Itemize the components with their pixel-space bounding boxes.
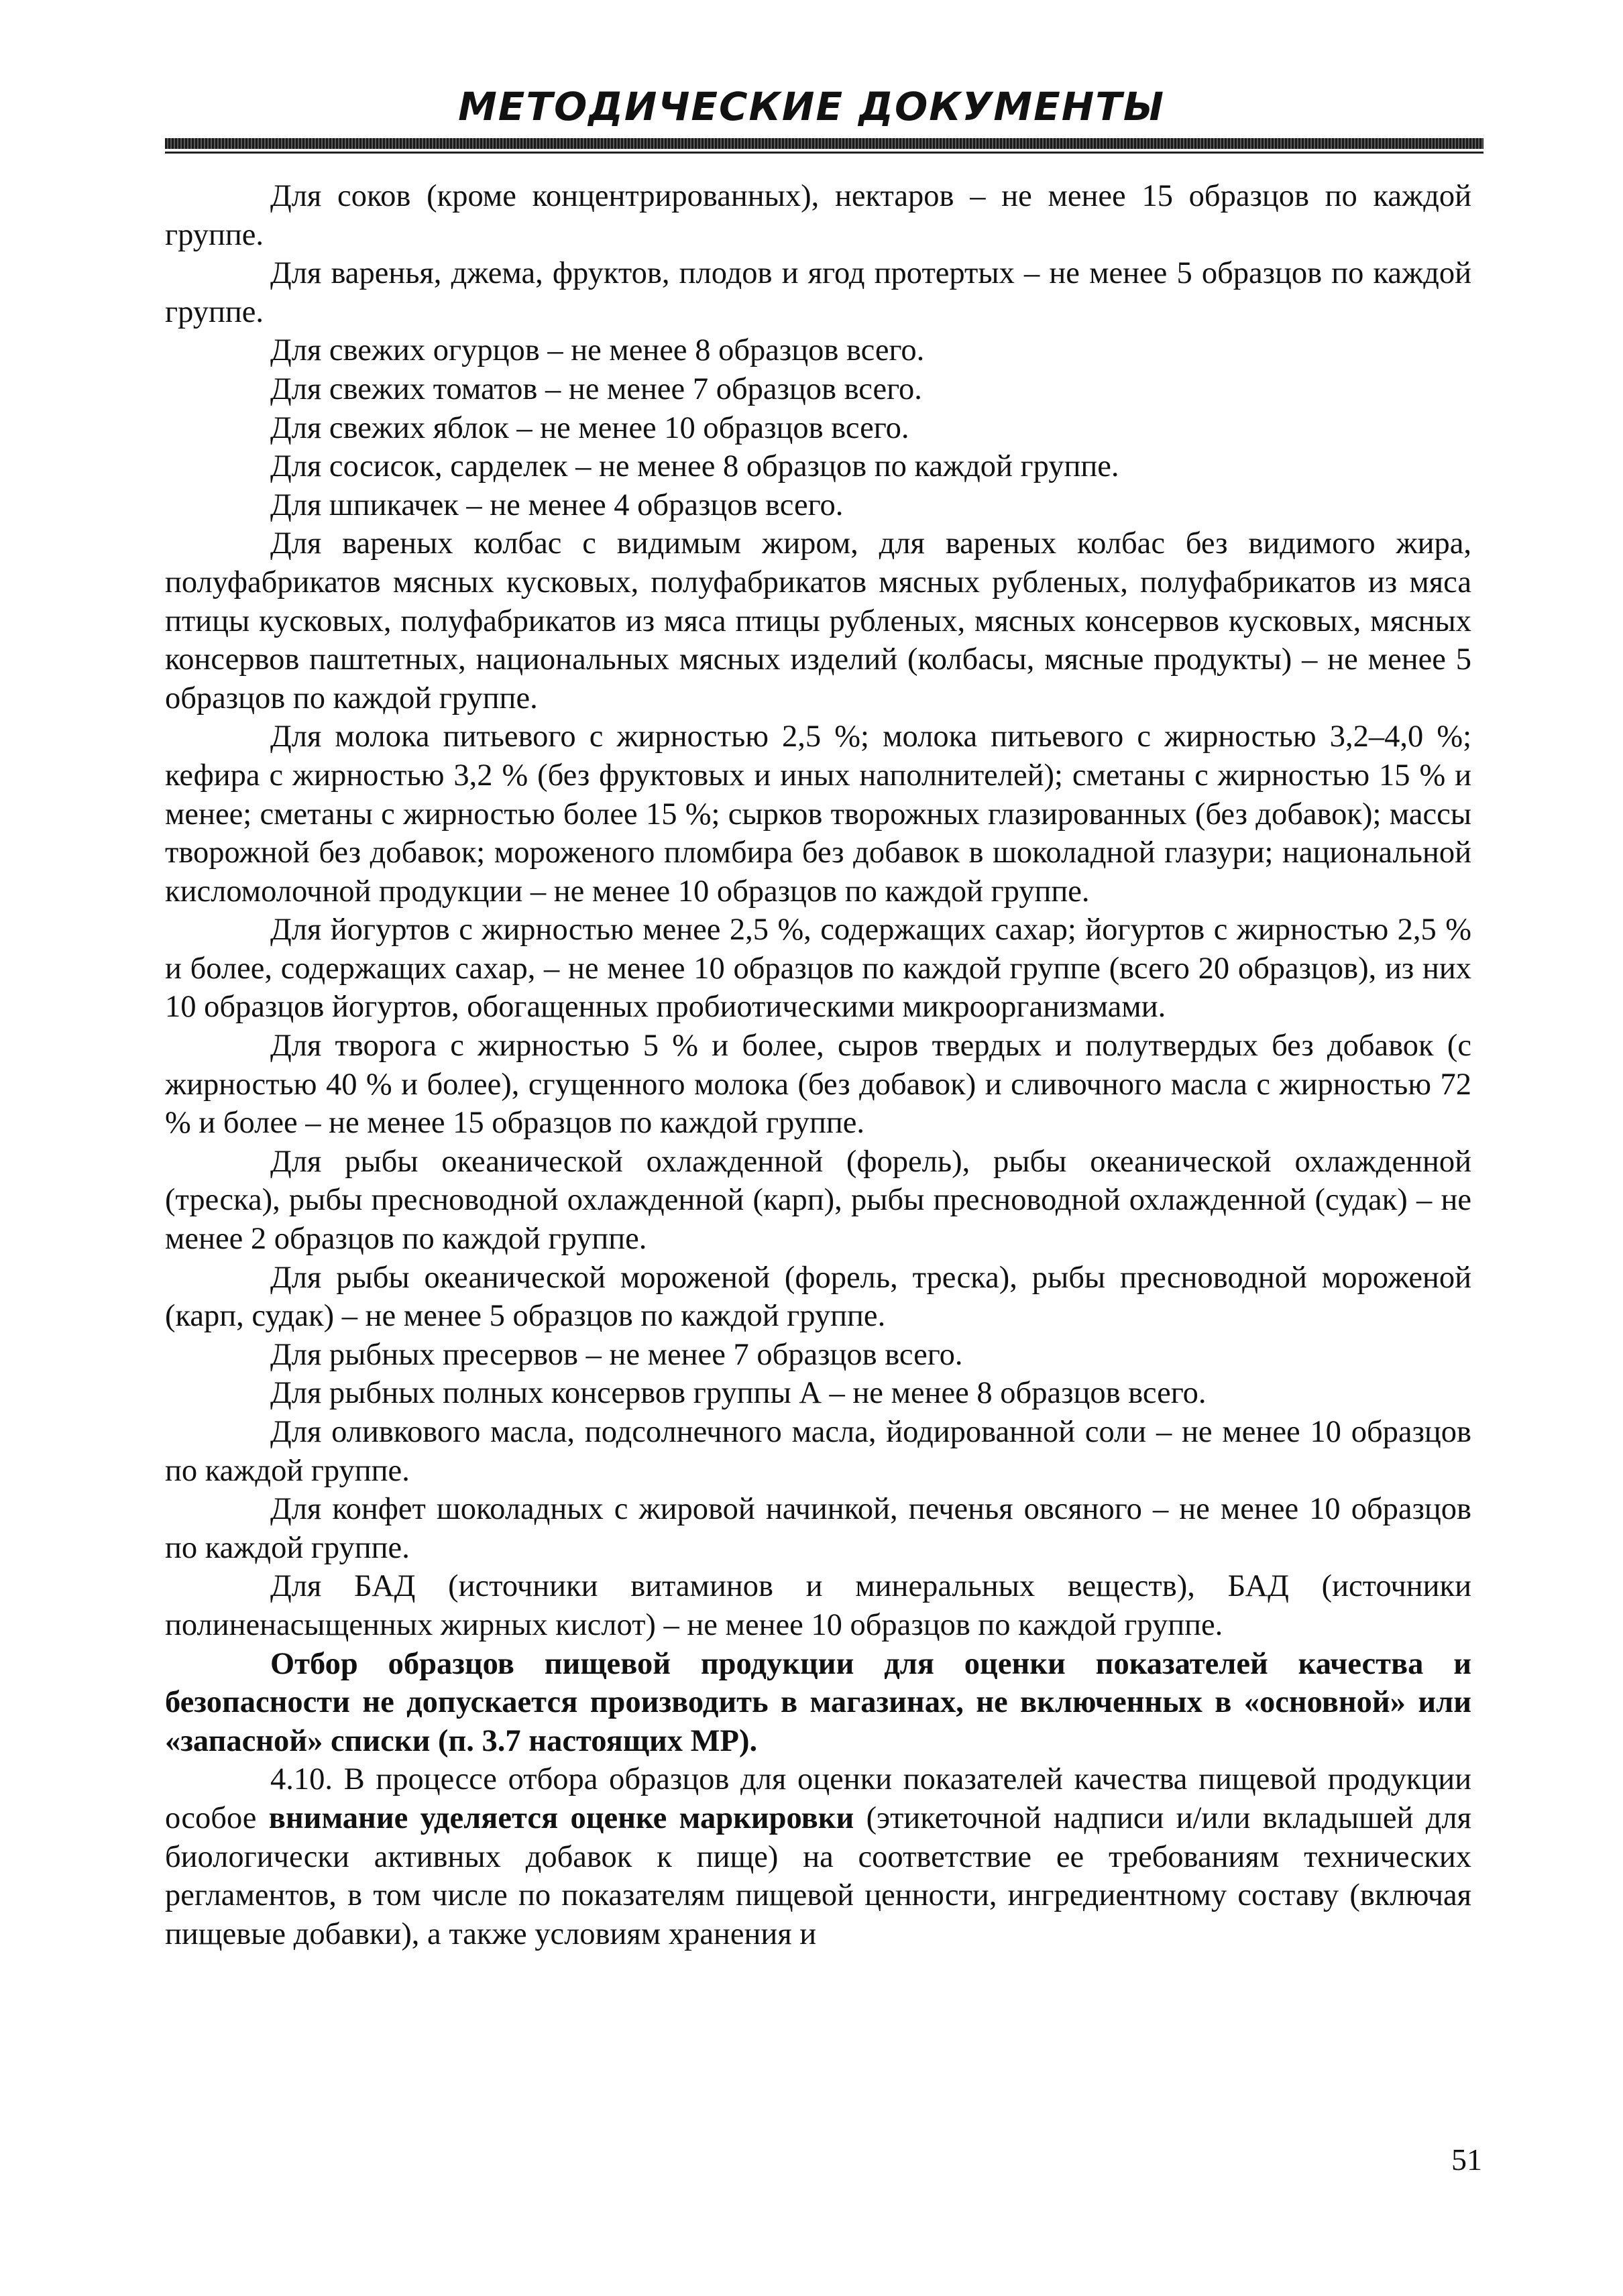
paragraph-text: Для рыбных полных консервов группы А – не менее 8 образцов всего. [270, 1376, 1207, 1411]
paragraph-text: (этикеточной надписи и/или вкладышей для биологически активных добавок к пище) на соответствие ее требованиям технических регламентов, в том числе по показателям пищевой ценности, ингредиентному составу (включая пищевые добавки), а также условиям хранения и [165, 1800, 1471, 1951]
paragraph [165, 1567, 1471, 1644]
body-text [165, 177, 1471, 1953]
paragraph [165, 524, 1471, 718]
paragraph [165, 1143, 1471, 1259]
page-number: 51 [1451, 2142, 1482, 2177]
paragraph-text: Для соков (кроме концентрированных), нектаров – не менее 15 образцов по каждой группе. [165, 179, 1471, 252]
paragraph [165, 1645, 1471, 1761]
paragraph-text: Для рыбных пресервов – не менее 7 образцов всего. [270, 1337, 963, 1372]
paragraph [165, 1259, 1471, 1336]
paragraph-text: Для БАД (источники витаминов и минеральных веществ), БАД (источники полиненасыщенных жирных кислот) – не менее 10 образцов по каждой группе. [165, 1569, 1471, 1642]
paragraph [165, 1374, 1471, 1413]
paragraph [165, 486, 1471, 525]
paragraph-text: Для свежих огурцов – не менее 8 образцов всего. [270, 333, 925, 368]
paragraph [165, 1413, 1471, 1490]
paragraph-bold-text: внимание уделяется оценке маркировки [268, 1800, 854, 1835]
paragraph [165, 447, 1471, 486]
paragraph-text: Для шпикачек – не менее 4 образцов всего. [270, 487, 844, 522]
running-header-title: МЕТОДИЧЕСКИЕ ДОКУМЕНТЫ [458, 84, 1165, 129]
paragraph [165, 1336, 1471, 1375]
paragraph [165, 1490, 1471, 1567]
paragraph-text: Для свежих яблок – не менее 10 образцов всего. [270, 410, 909, 445]
paragraph-text: Для свежих томатов – не менее 7 образцов всего. [270, 371, 922, 406]
paragraph [165, 1760, 1471, 1953]
paragraph-text: Для оливкового масла, подсолнечного масла, йодированной соли – не менее 10 образцов по каждой группе. [165, 1415, 1471, 1488]
paragraph-text: Для сосисок, сарделек – не менее 8 образцов по каждой группе. [270, 449, 1119, 484]
paragraph-text: Для варенья, джема, фруктов, плодов и ягод протертых – не менее 5 образцов по каждой группе. [165, 256, 1471, 329]
paragraph-text: Для рыбы океанической охлажденной (форель), рыбы океанической охлажденной (треска), рыбы пресноводной охлажденной (карп), рыбы пресноводной охлажденной (судак) – не менее 2 образцов по каждой группе. [165, 1144, 1471, 1257]
paragraph [165, 718, 1471, 911]
paragraph-bold-text: Отбор образцов пищевой продукции для оценки показателей качества и безопасности не допускается производить в магазинах, не включенных в «основной» или «запасной» списки (п. 3.7 настоящих МР). [165, 1646, 1471, 1758]
paragraph-text: Для конфет шоколадных с жировой начинкой, печенья овсяного – не менее 10 образцов по каждой группе. [165, 1492, 1471, 1565]
paragraph [165, 370, 1471, 409]
paragraph-text: Для рыбы океанической мороженой (форель, треска), рыбы пресноводной мороженой (карп, судак) – не менее 5 образцов по каждой группе. [165, 1260, 1471, 1334]
paragraph [165, 1027, 1471, 1143]
paragraph [165, 254, 1471, 331]
paragraph-text: Для вареных колбас с видимым жиром, для вареных колбас без видимого жира, полуфабрикатов мясных кусковых, полуфабрикатов мясных рубленых, полуфабрикатов из мяса птицы кусковых, полуфабрикатов из мяса птицы рубленых, мясных консервов кусковых, мясных консервов паштетных, национальных мясных изделий (колбасы, мясные продукты) – не менее 5 образцов по каждой группе. [165, 526, 1471, 715]
paragraph [165, 177, 1471, 254]
paragraph-text: 4.10. В процессе отбора образцов для оценки показателей качества пищевой продукции особое [165, 1762, 1471, 1835]
paragraph-text: Для молока питьевого с жирностью 2,5 %; молока питьевого с жирностью 3,2–4,0 %; кефира с жирностью 3,2 % (без фруктовых и иных наполнителей); сметаны с жирностью 15 % и менее; сметаны с жирностью более 15 %; сырков творожных глазированных (без добавок); массы творожной без добавок; мороженого пломбира без добавок в шоколадной глазури; национальной кисломолочной продукции – не менее 10 образцов по каждой группе. [165, 720, 1471, 909]
paragraph [165, 409, 1471, 448]
paragraph [165, 911, 1471, 1027]
paragraph [165, 331, 1471, 370]
paragraph-text: Для йогуртов с жирностью менее 2,5 %, содержащих сахар; йогуртов с жирностью 2,5 % и более, содержащих сахар, – не менее 10 образцов по каждой группе (всего 20 образцов), из них 10 образцов йогуртов, обогащенных пробиотическими микроорганизмами. [165, 913, 1471, 1025]
header-rule-underline [165, 152, 1484, 154]
header-rule [165, 138, 1484, 149]
paragraph-text: Для творога с жирностью 5 % и более, сыров твердых и полутвердых без добавок (с жирностью 40 % и более), сгущенного молока (без добавок) и сливочного масла с жирностью 72 % и более – не менее 15 образцов по каждой группе. [165, 1029, 1471, 1141]
